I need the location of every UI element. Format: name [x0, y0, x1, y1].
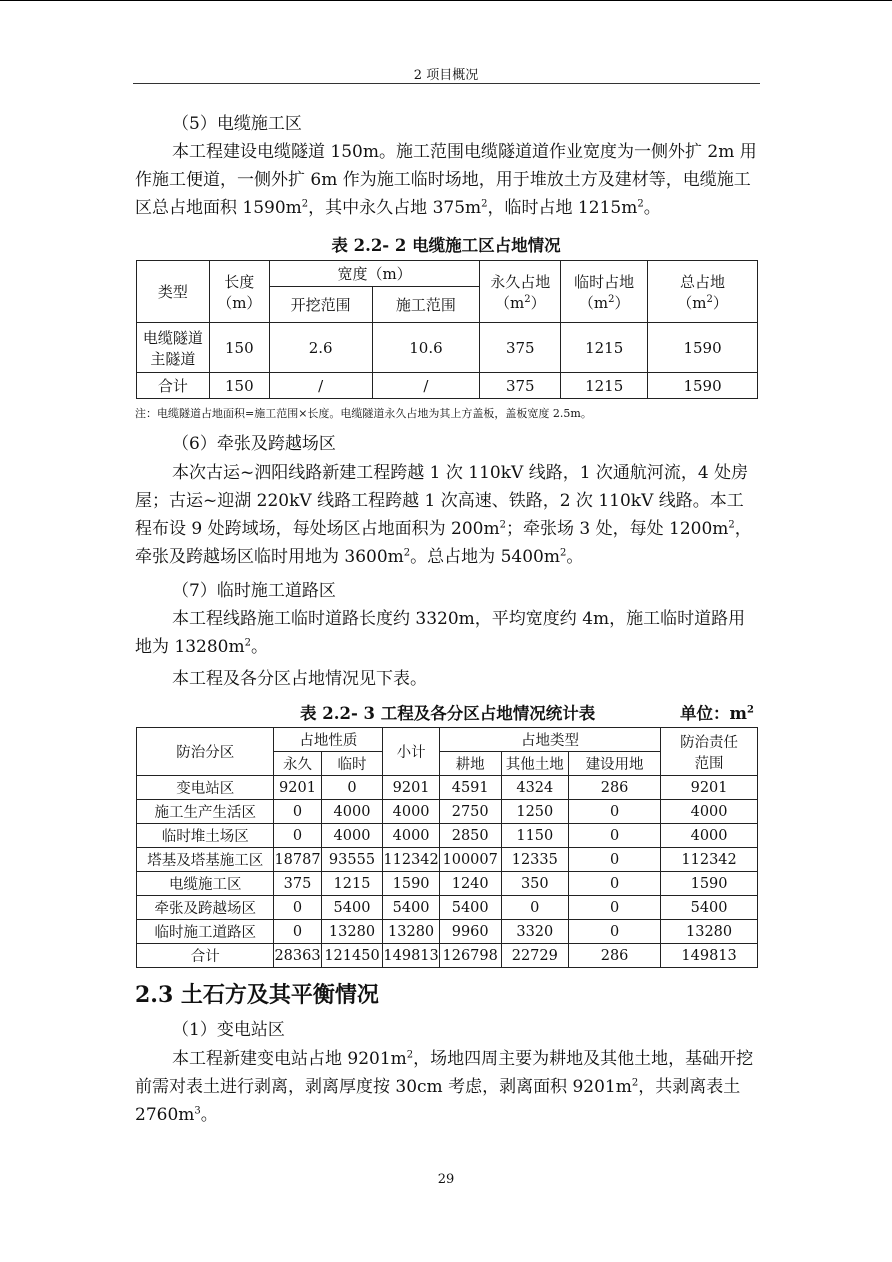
table1-caption: 表 2.2- 2 电缆施工区占地情况: [331, 236, 561, 255]
table-cell: 5400: [439, 896, 501, 920]
table-cell: 0: [274, 800, 321, 824]
table-cell: 3320: [501, 920, 568, 944]
paragraph-intro-table: 本工程及各分区占地情况见下表。: [172, 669, 427, 689]
table-cell: /: [372, 373, 480, 399]
table-cell: 13280: [661, 920, 758, 944]
table-cell: 149813: [661, 944, 758, 968]
table-row: [137, 896, 758, 920]
table-cell: 0: [569, 824, 661, 848]
row-label: 合计: [137, 944, 274, 968]
table-cell: 0: [501, 896, 568, 920]
table-cell: 5400: [661, 896, 758, 920]
row-label: 牵张及跨越场区: [137, 896, 274, 920]
table-cell: 0: [569, 896, 661, 920]
paragraph-substation: 本工程新建变电站占地 $9201m^2$，场地四周主要为耕地及其他土地，基础开挖前需对表土进行剥离，剥离厚度按 30cm 考虑，剥离面积 $9201m^2$，共剥离表土 $2760m^3$。: [135, 1049, 754, 1125]
table-row: [137, 373, 758, 399]
table-row: [137, 920, 758, 944]
table-cell: 4000: [661, 800, 758, 824]
header-cell: 占地类型: [439, 728, 660, 752]
table-cell: /: [269, 373, 372, 399]
table-cell: 1250: [501, 800, 568, 824]
page-number: 29: [437, 1172, 455, 1187]
table-cell: 2.6: [269, 323, 372, 373]
header-cell: 总占地 $(m^2)$: [648, 261, 758, 323]
paragraph-cable: 本工程建设电缆隧道 150m。施工范围电缆隧道道作业宽度为一侧外扩 2m 用作施工便道，一侧外扩 6m 作为施工临时场地，用于堆放土方及建材等，电缆施工区总占地面积 $1590m^2$，其中永久占地 $375m^2$，临时占地 $1215m^2$。: [135, 142, 757, 218]
row-label: 电缆施工区: [137, 872, 274, 896]
table-cell: 112342: [661, 848, 758, 872]
table2-unit: 单位：$m^2$: [680, 704, 754, 723]
section-heading-substation: （1）变电站区: [172, 1020, 285, 1040]
table-cell: 4324: [501, 776, 568, 800]
table-cell: 150: [209, 323, 269, 373]
table-cell: 0: [321, 776, 383, 800]
table-row: [137, 776, 758, 800]
header-cell: 建设用地: [569, 752, 661, 776]
table-cell: 4000: [661, 824, 758, 848]
table-cell: 0: [569, 920, 661, 944]
table1-note: 注：电缆隧道占地面积=施工范围×长度。电缆隧道永久占地为其上方盖板，盖板宽度 2.5m。: [135, 407, 592, 420]
table-cell: 1150: [501, 824, 568, 848]
table-cell: 9201: [274, 776, 321, 800]
table-cell: 13280: [321, 920, 383, 944]
table-cell: 2850: [439, 824, 501, 848]
table-row: [137, 944, 758, 968]
header-cell: 施工范围: [372, 287, 480, 323]
table-cell: 1590: [648, 323, 758, 373]
table-cell: 375: [480, 323, 561, 373]
table-cell: 1215: [321, 872, 383, 896]
table-cell: 100007: [439, 848, 501, 872]
row-label: 临时施工道路区: [137, 920, 274, 944]
table-cell: 375: [274, 872, 321, 896]
table-cell: 5400: [321, 896, 383, 920]
table-cell: 0: [569, 872, 661, 896]
table-cell: 0: [569, 848, 661, 872]
table-cell: 1590: [648, 373, 758, 399]
table-cell: 286: [569, 944, 661, 968]
table-cell: 0: [274, 896, 321, 920]
table-cell: 121450: [321, 944, 383, 968]
header-cell: 长度 （m）: [209, 261, 269, 323]
table-cell: 4000: [383, 800, 439, 824]
table-cell: 9201: [383, 776, 439, 800]
header-cell: 耕地: [439, 752, 501, 776]
table-cell: 10.6: [372, 323, 480, 373]
table-row: [137, 824, 758, 848]
table-cell: 0: [274, 824, 321, 848]
table-cell: 0: [274, 920, 321, 944]
table2-caption: 表 2.2- 3 工程及各分区占地情况统计表: [300, 704, 596, 723]
table-cell: 4591: [439, 776, 501, 800]
table-cell: 5400: [383, 896, 439, 920]
table-cell: 13280: [383, 920, 439, 944]
table-row: [137, 872, 758, 896]
table-cell: 1590: [661, 872, 758, 896]
running-header: 2 项目概况: [413, 68, 479, 83]
table-cell: 150: [209, 373, 269, 399]
row-label: 变电站区: [137, 776, 274, 800]
header-cell: 小计: [383, 728, 439, 776]
table-cell: 28363: [274, 944, 321, 968]
table-cell: 12335: [501, 848, 568, 872]
table-cell: 0: [569, 800, 661, 824]
table-cell: 2750: [439, 800, 501, 824]
header-cell: 临时: [321, 752, 383, 776]
table-cell: 22729: [501, 944, 568, 968]
table-cell: 4000: [321, 824, 383, 848]
table-cell: 286: [569, 776, 661, 800]
header-cell: 宽度（m）: [269, 261, 480, 287]
table-row: [137, 323, 758, 373]
paragraph-tension: 本次古运~泗阳线路新建工程跨越 1 次 110kV 线路，1 次通航河流，4 处房屋；古运~迎湖 220kV 线路工程跨越 1 次高速、铁路，2 次 110kV 线路。本工程布设 9 处跨域场，每处场区占地面积为 $200m^2$；牵张场 3 处，每处 $1200m^2$，牵张及跨越场区临时用地为 $3600m^2$。总占地为 $5400m^2$。: [135, 463, 752, 567]
table-cell: 1215: [561, 323, 648, 373]
cable-area-table: [136, 260, 758, 399]
row-label: 施工生产生活区: [137, 800, 274, 824]
table-cell: 9201: [661, 776, 758, 800]
header-rule: [133, 83, 760, 84]
table-cell: 112342: [383, 848, 439, 872]
header-cell: 临时占地 $(m^2)$: [561, 261, 648, 323]
header-cell: 类型: [137, 261, 210, 323]
table-cell: 4000: [321, 800, 383, 824]
header-cell: 防治分区: [137, 728, 274, 776]
header-cell: 开挖范围: [269, 287, 372, 323]
table-cell: 18787: [274, 848, 321, 872]
header-cell: 永久占地 $(m^2)$: [480, 261, 561, 323]
row-label: 合计: [137, 373, 210, 399]
table-cell: 4000: [383, 824, 439, 848]
header-cell: 占地性质: [274, 728, 383, 752]
land-use-table: [136, 727, 758, 968]
table-cell: 1590: [383, 872, 439, 896]
section-heading-road: （7）临时施工道路区: [172, 581, 336, 601]
table-cell: 375: [480, 373, 561, 399]
table-cell: 126798: [439, 944, 501, 968]
header-cell: 永久: [274, 752, 321, 776]
section-heading-cable: （5）电缆施工区: [172, 114, 302, 134]
header-cell: 其他土地: [501, 752, 568, 776]
table-cell: 9960: [439, 920, 501, 944]
row-label: 塔基及塔基施工区: [137, 848, 274, 872]
section-title-earthwork: 2.3 土石方及其平衡情况: [135, 982, 379, 1008]
table-cell: 350: [501, 872, 568, 896]
table-row: [137, 848, 758, 872]
paragraph-road: 本工程线路施工临时道路长度约 3320m，平均宽度约 4m，施工临时道路用地为 $13280m^2$。: [135, 609, 746, 657]
section-heading-tension: （6）牵张及跨越场区: [172, 434, 336, 454]
table-cell: 149813: [383, 944, 439, 968]
table-row: [137, 800, 758, 824]
row-label: 临时堆土场区: [137, 824, 274, 848]
table-cell: 93555: [321, 848, 383, 872]
top-border: [0, 0, 892, 1]
table-cell: 1215: [561, 373, 648, 399]
table-cell: 1240: [439, 872, 501, 896]
header-cell: 防治责任 范围: [661, 728, 758, 776]
row-label: 电缆隧道 主隧道: [137, 323, 210, 373]
